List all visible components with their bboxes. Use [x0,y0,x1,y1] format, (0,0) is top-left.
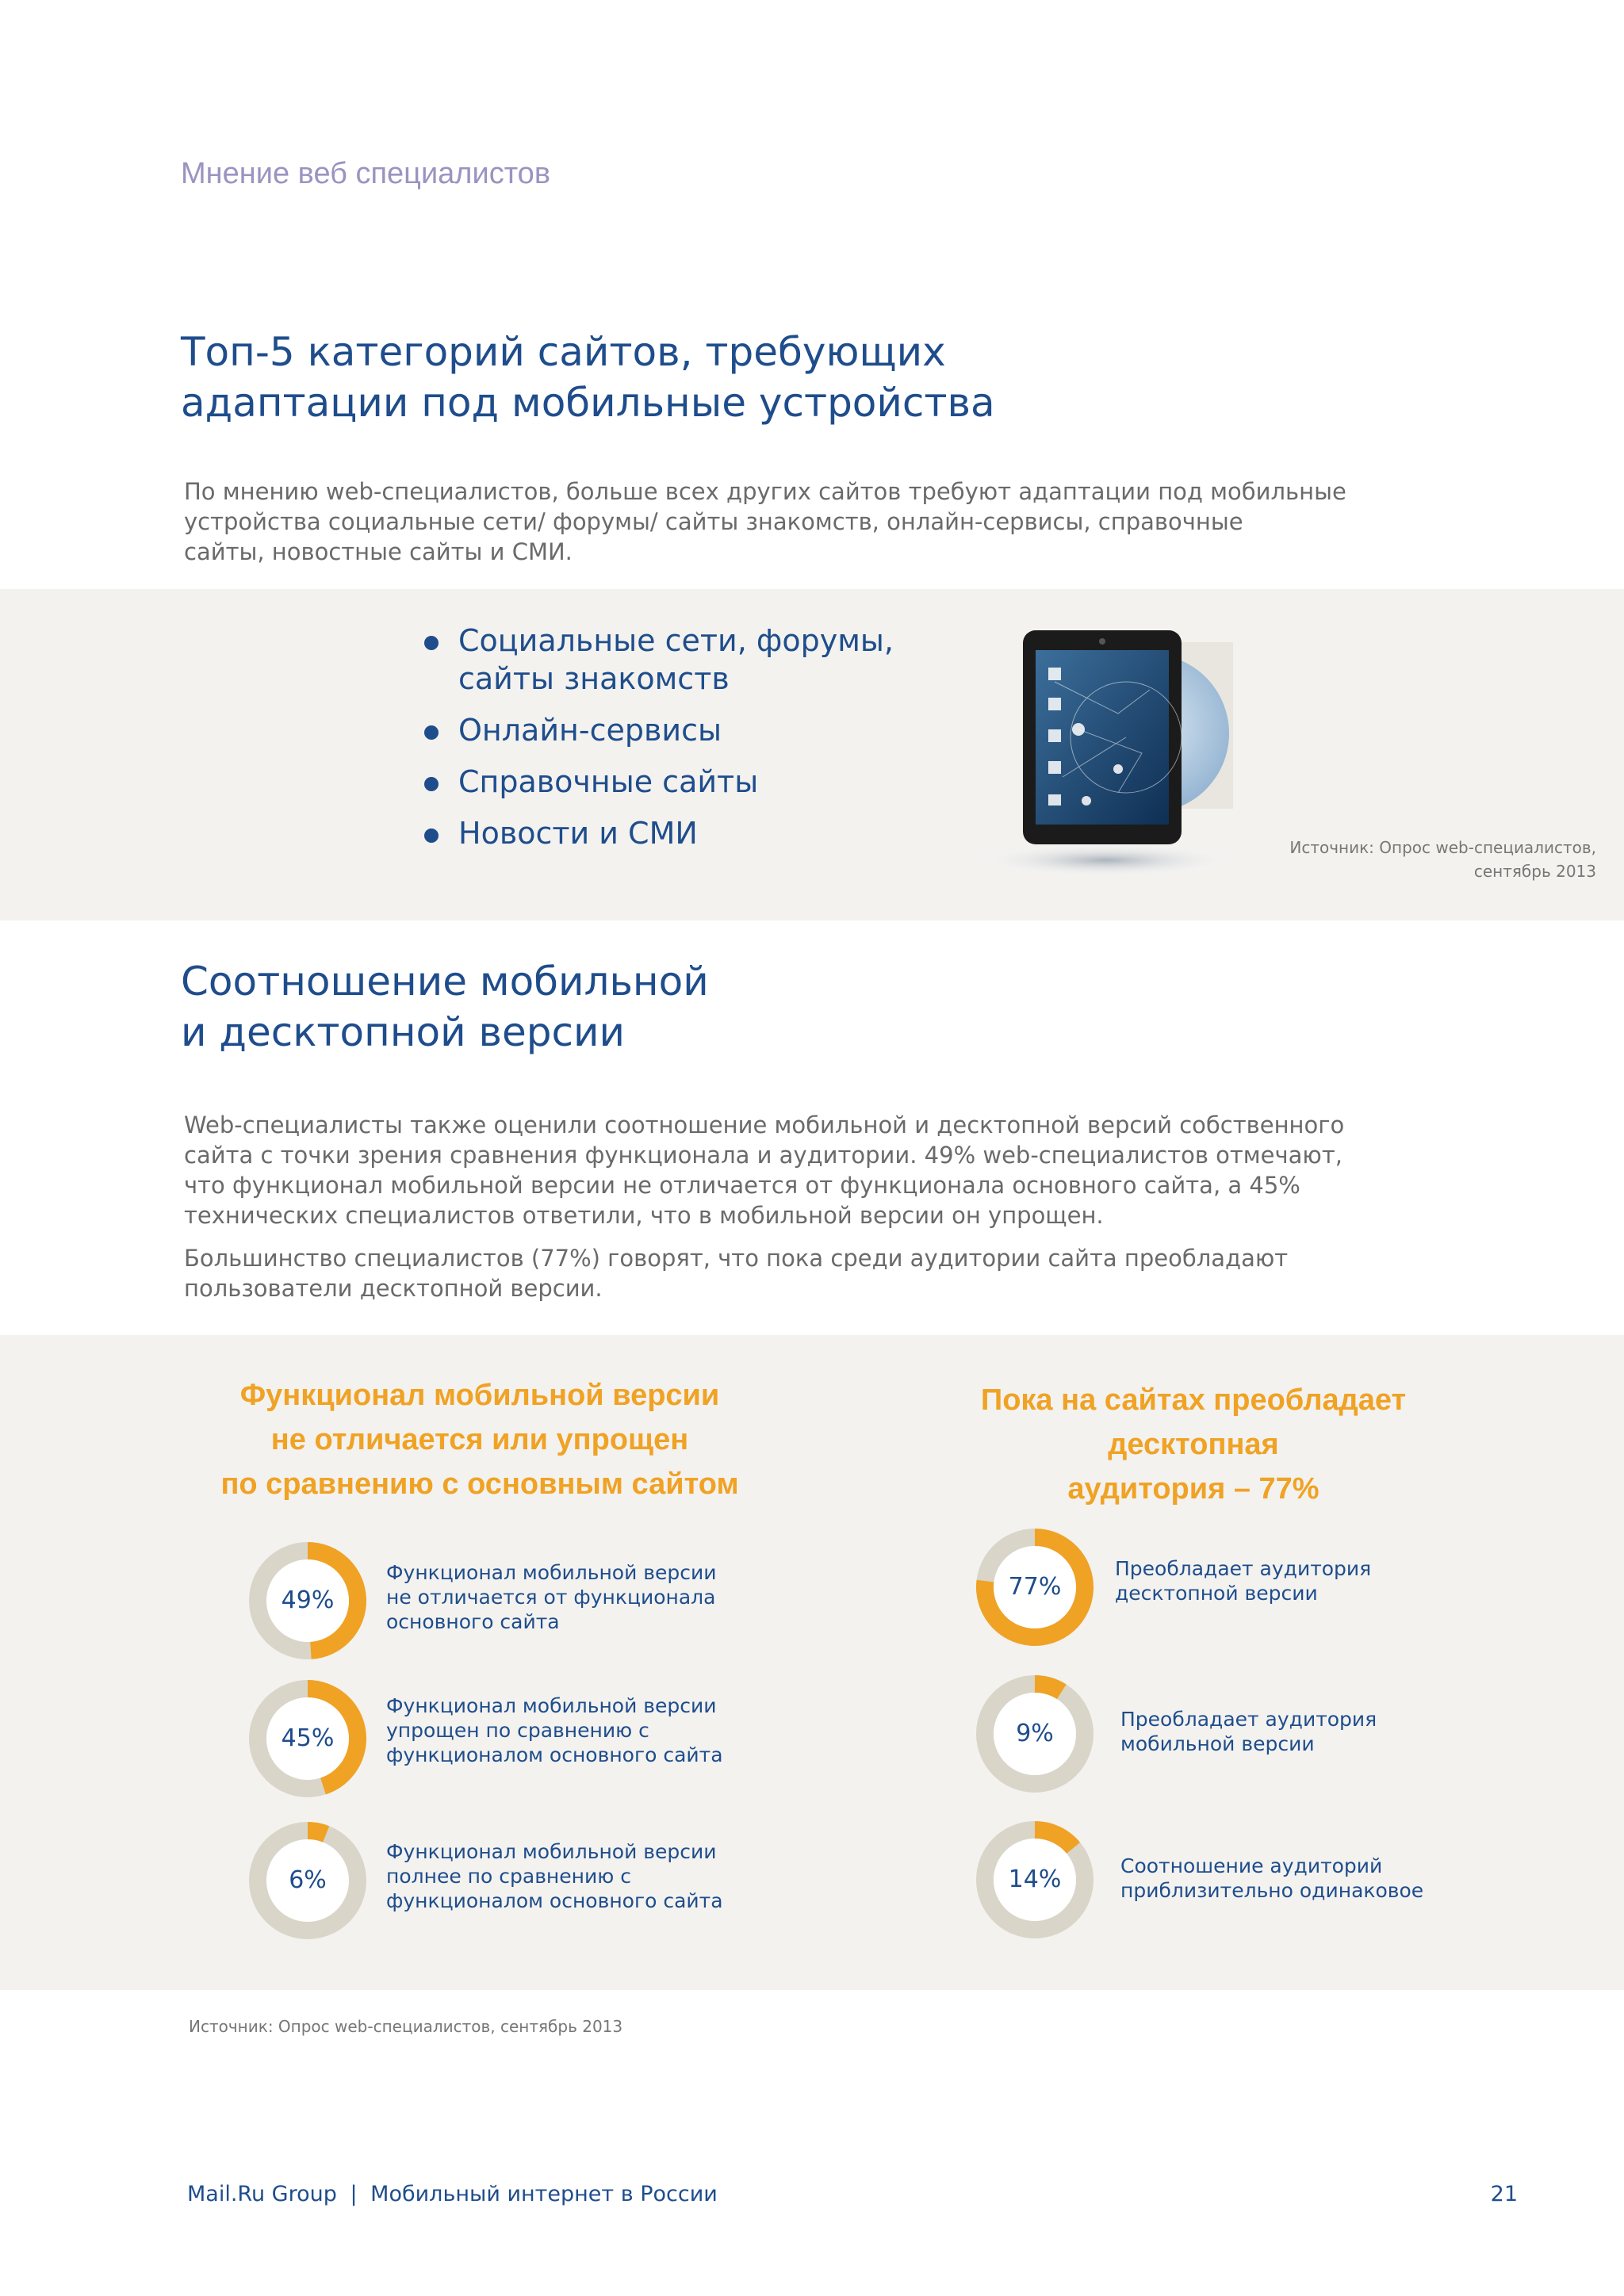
top5-list [412,622,902,866]
donut-value-label: 49% [281,1586,335,1614]
page-number: 21 [1490,2182,1518,2206]
donut-chart [975,1820,1094,1942]
donut-description: Преобладает аудитория десктопной версии [1115,1557,1372,1605]
donut-chart [975,1528,1094,1650]
donut-description: Соотношение аудиторий приблизительно одинаковое [1120,1854,1424,1902]
bullet-icon [424,636,439,650]
paragraph: Большинство специалистов (77%) говорят, что пока среди аудитории сайта преобладают пользователи десктопной версии. [184,1245,1289,1302]
footer-doc-title: Мобильный интернет в России [370,2182,718,2206]
donut-chart [248,1541,367,1663]
intro-line: сайты, новостные сайты и СМИ. [184,538,573,565]
title-line: адаптации под мобильные устройства [181,380,995,426]
donut-value-label: 6% [289,1866,327,1894]
bullet-icon [424,777,439,791]
title-line: и десктопной версии [181,1009,625,1055]
list-item: Онлайн-сервисы [412,711,902,749]
chart-title-audience: Пока на сайтах преобладает десктопная аудитория – 77% [980,1383,1407,1506]
donut-description: Функционал мобильной версии полнее по сравнению с функционалом основного сайта [386,1840,723,1912]
footer-separator: | [350,2182,358,2206]
intro-line: По мнению web-специалистов, больше всех других сайтов требуют адаптации под мобильные [184,478,1346,505]
donut-value-label: 9% [1016,1720,1054,1747]
paragraph: Web-специалисты также оценили соотношение мобильной и десктопной версий собственного сайта с точки зрения сравнения функционала и аудитории. 49% web-специалистов отмечают, что функционал мобильной версии не отличается от функционала основного сайта, а 45% технических специалистов ответили, что в мобильной версии он упрощен. [184,1112,1345,1229]
bullet-icon [424,828,439,843]
donut-value-label: 14% [1008,1866,1062,1893]
title-top5 [181,327,995,428]
bullet-icon [424,725,439,740]
donut-description: Функционал мобильной версии упрощен по сравнению с функционалом основного сайта [386,1694,723,1766]
title-ratio [181,956,709,1058]
footer-brand: Mail.Ru Group [187,2182,337,2206]
footer [187,2182,718,2206]
source-note-bottom: Источник: Опрос web-специалистов, сентябрь 2013 [189,2017,623,2036]
list-item: Справочные сайты [412,763,902,801]
list-item: Новости и СМИ [412,814,902,852]
donut-chart [975,1674,1094,1797]
title-line: Топ-5 категорий сайтов, требующих [181,329,946,375]
donut-chart [248,1679,367,1801]
chart-title-functionality: Функционал мобильной версии не отличается или упрощен по сравнению с основным сайтом [220,1379,739,1501]
ratio-text [184,1110,1358,1316]
intro-line: устройства социальные сети/ форумы/ сайты знакомств, онлайн-сервисы, справочные [184,508,1243,535]
section-label: Мнение веб специалистов [181,157,551,190]
donut-chart [248,1821,367,1943]
title-line: Соотношение мобильной [181,959,709,1004]
tablet-globe-icon [959,618,1253,880]
source-note: Источник: Опрос web-специалистов, сентябрь 2013 [1289,838,1596,881]
list-item: Социальные сети, форумы, сайты знакомств [412,622,902,698]
intro-paragraph [184,476,1358,567]
donut-value-label: 45% [281,1724,335,1752]
donut-description: Функционал мобильной версии не отличается от функционала основного сайта [386,1561,717,1633]
donut-description: Преобладает аудитория мобильной версии [1120,1708,1377,1755]
donut-value-label: 77% [1008,1573,1062,1601]
